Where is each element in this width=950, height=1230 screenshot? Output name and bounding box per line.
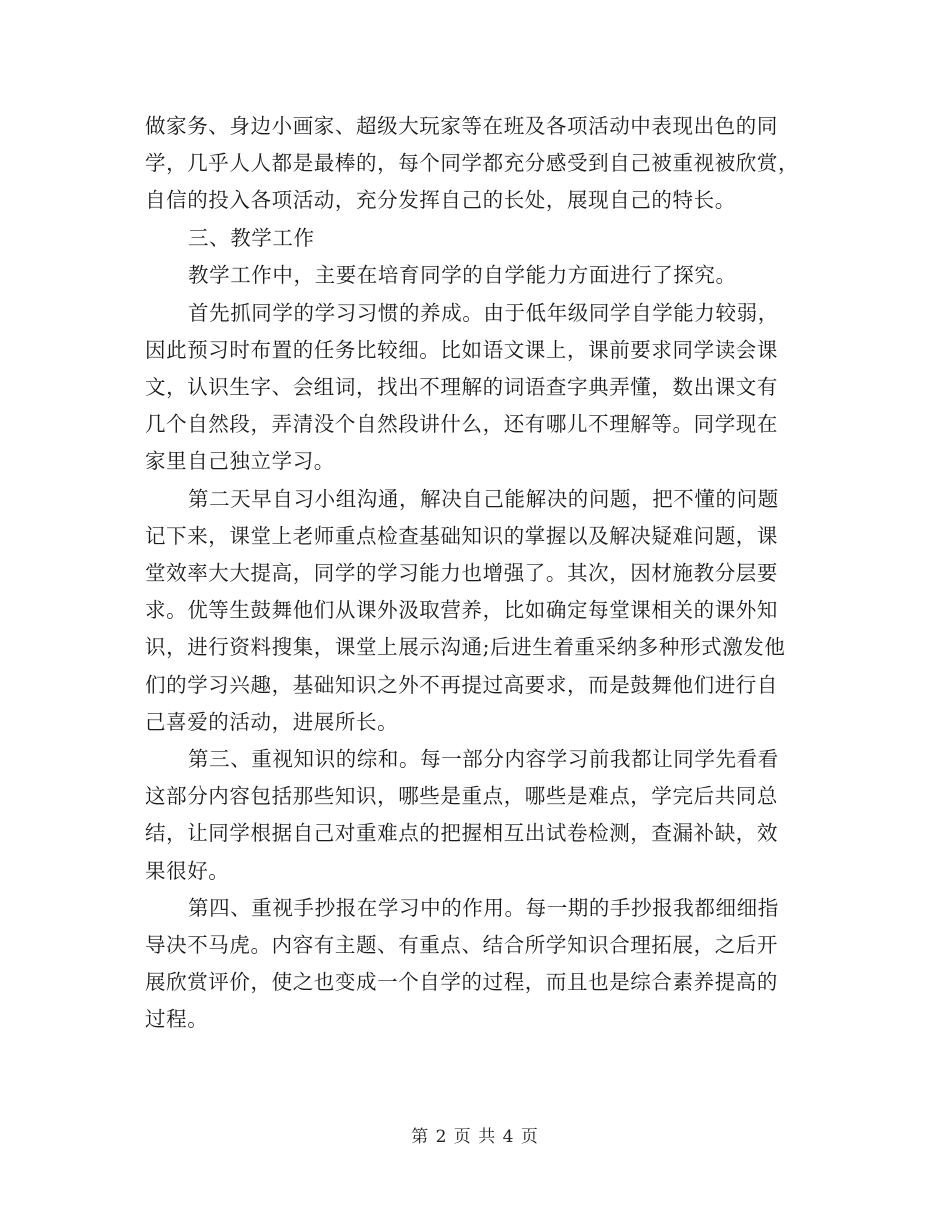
text-line: 第二天早自习小组沟通，解决自己能解决的问题，把不懂的问题: [188, 487, 779, 511]
text-line: 己喜爱的活动，进展所长。: [145, 710, 399, 734]
text-line: 因此预习时布置的任务比较细。比如语文课上，课前要求同学读会课: [145, 338, 778, 362]
text-line: 果很好。: [145, 859, 230, 883]
text-line: 求。优等生鼓舞他们从课外汲取营养，比如确定每堂课相关的课外知: [145, 598, 778, 622]
text-line: 们的学习兴趣，基础知识之外不再提过高要求，而是鼓舞他们进行自: [145, 673, 778, 697]
section-heading: 三、教学工作: [188, 226, 315, 250]
text-line: 记下来，课堂上老师重点检查基础知识的掌握以及解决疑难问题，课: [145, 524, 778, 548]
text-line: 识，进行资料搜集，课堂上展示沟通;后进生着重采纳多种形式激发他: [145, 635, 786, 659]
text-line: 堂效率大大提高，同学的学习能力也增强了。其次，因材施教分层要: [145, 561, 778, 585]
page-number-footer: 第 2 页 共 4 页: [411, 1127, 539, 1147]
text-line: 导决不马虎。内容有主题、有重点、结合所学知识合理拓展，之后开: [145, 933, 778, 957]
text-line: 文，认识生字、会组词，找出不理解的词语查字典弄懂，数出课文有: [145, 375, 778, 399]
text-line: 首先抓同学的学习习惯的养成。由于低年级同学自学能力较弱，: [188, 301, 779, 325]
text-line: 过程。: [145, 1007, 209, 1031]
text-line: 第四、重视手抄报在学习中的作用。每一期的手抄报我都细细指: [188, 896, 779, 920]
text-line: 学，几乎人人都是最棒的，每个同学都充分感受到自己被重视被欣赏，: [145, 151, 800, 175]
text-line: 家里自己独立学习。: [145, 449, 335, 473]
text-line: 结，让同学根据自己对重难点的把握相互出试卷检测，查漏补缺，效: [145, 821, 778, 845]
text-line: 教学工作中，主要在培育同学的自学能力方面进行了探究。: [188, 263, 737, 287]
text-line: 这部分内容包括那些知识，哪些是重点，哪些是难点，学完后共同总: [145, 784, 778, 808]
text-line: 展欣赏评价，使之也变成一个自学的过程，而且也是综合素养提高的: [145, 970, 778, 994]
text-line: 几个自然段，弄清没个自然段讲什么，还有哪儿不理解等。同学现在: [145, 412, 778, 436]
text-line: 第三、重视知识的综和。每一部分内容学习前我都让同学先看看: [188, 747, 779, 771]
text-line: 做家务、身边小画家、超级大玩家等在班及各项活动中表现出色的同: [145, 114, 778, 138]
text-line: 自信的投入各项活动，充分发挥自己的长处，展现自己的特长。: [145, 188, 736, 212]
